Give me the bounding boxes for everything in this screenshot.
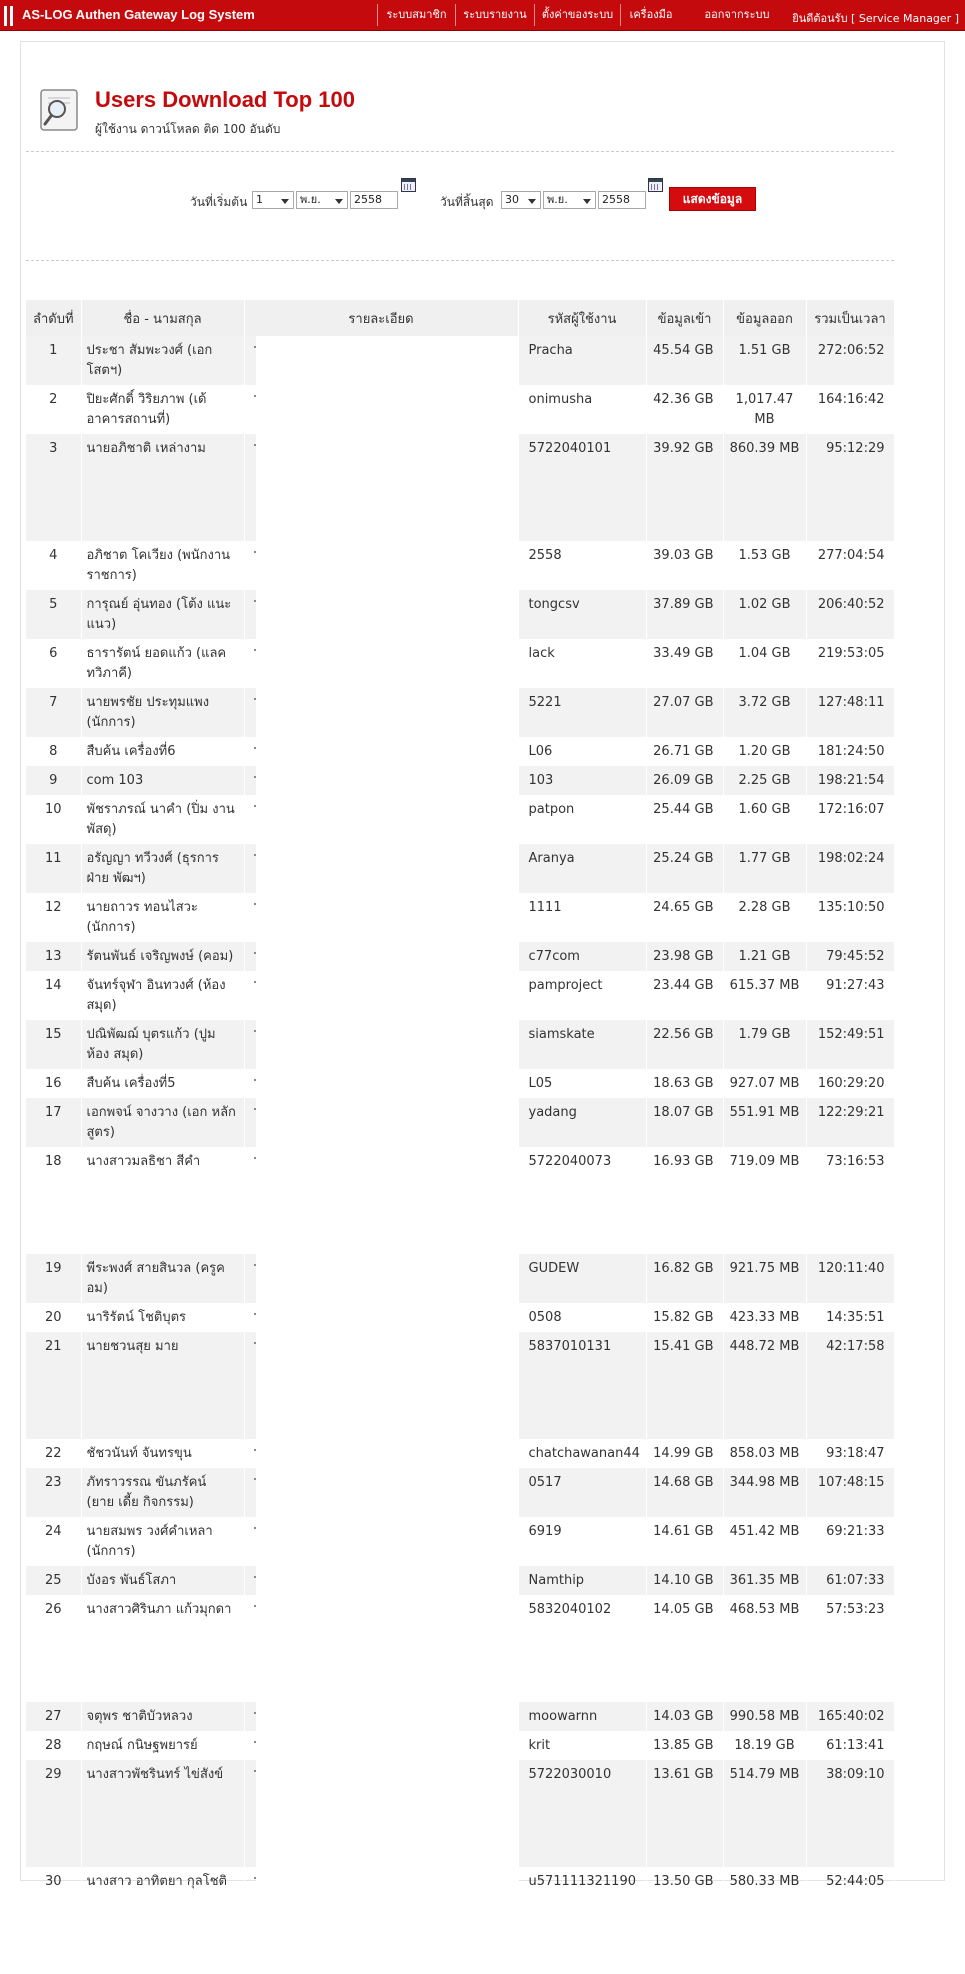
rank-cell: 2 bbox=[26, 385, 81, 434]
chevron-down-icon bbox=[281, 199, 289, 204]
total-time-cell: 73:16:53 bbox=[806, 1147, 894, 1254]
col-header-total-time[interactable]: รวมเป็นเวลา bbox=[806, 300, 894, 336]
total-time-cell: 91:27:43 bbox=[806, 971, 894, 1020]
rank-cell: 6 bbox=[26, 639, 81, 688]
detail-cell bbox=[244, 795, 518, 844]
detail-cell bbox=[244, 1332, 518, 1439]
data-out-cell: 344.98 MB bbox=[723, 1468, 806, 1517]
name-cell: นางสาวศิรินภา แก้วมุกดา bbox=[81, 1595, 244, 1702]
data-out-cell: 1.79 GB bbox=[723, 1020, 806, 1069]
username-cell: L06 bbox=[518, 737, 646, 766]
data-in-cell: 13.85 GB bbox=[646, 1731, 723, 1760]
data-out-cell: 2.28 GB bbox=[723, 893, 806, 942]
total-time-cell: 69:21:33 bbox=[806, 1517, 894, 1566]
data-out-cell: 921.75 MB bbox=[723, 1254, 806, 1303]
username-cell: chatchawanan44 bbox=[518, 1439, 646, 1468]
name-cell: นายอภิชาติ เหล่างาม bbox=[81, 434, 244, 541]
start-date-label: วันที่เริ่มต้น bbox=[190, 195, 248, 209]
rank-cell: 19 bbox=[26, 1254, 81, 1303]
name-cell: ภัทราวรรณ ขันภรัคน์ (ยาย เดี้ย กิจกรรม) bbox=[81, 1468, 244, 1517]
rank-cell: 24 bbox=[26, 1517, 81, 1566]
data-out-cell: 615.37 MB bbox=[723, 971, 806, 1020]
start-year-input[interactable]: 2558 bbox=[350, 191, 398, 209]
end-day-select[interactable]: 30 bbox=[501, 191, 541, 209]
rank-cell: 16 bbox=[26, 1069, 81, 1098]
username-cell: c77com bbox=[518, 942, 646, 971]
username-cell: patpon bbox=[518, 795, 646, 844]
total-time-cell: 165:40:02 bbox=[806, 1702, 894, 1731]
data-out-cell: 468.53 MB bbox=[723, 1595, 806, 1702]
rank-cell: 11 bbox=[26, 844, 81, 893]
name-cell: สืบค้น เครื่องที่6 bbox=[81, 737, 244, 766]
rank-cell: 26 bbox=[26, 1595, 81, 1702]
table-row bbox=[26, 1566, 894, 1595]
divider-top bbox=[26, 151, 894, 152]
divider-bottom bbox=[26, 260, 894, 261]
name-cell: ปณิพัฒฌ์ บุตรแก้ว (ปูม ห้อง สมุด) bbox=[81, 1020, 244, 1069]
username-cell: 5722040073 bbox=[518, 1147, 646, 1254]
username-cell: L05 bbox=[518, 1069, 646, 1098]
data-in-cell: 27.07 GB bbox=[646, 688, 723, 737]
total-time-cell: 52:44:05 bbox=[806, 1867, 894, 1974]
data-out-cell: 927.07 MB bbox=[723, 1069, 806, 1098]
detail-cell bbox=[244, 893, 518, 942]
username-cell: 1111 bbox=[518, 893, 646, 942]
username-cell: pamproject bbox=[518, 971, 646, 1020]
data-out-cell: 18.19 GB bbox=[723, 1731, 806, 1760]
name-cell: ปิยะศักดิ์ วิริยภาพ (เด้ อาคารสถานที่) bbox=[81, 385, 244, 434]
detail-cell bbox=[244, 1069, 518, 1098]
menu-logout[interactable]: ออกจากระบบ bbox=[704, 8, 770, 21]
top-navigation-bar bbox=[0, 0, 965, 31]
col-header-username[interactable]: รหัสผู้ใช้งาน bbox=[518, 300, 646, 336]
username-cell: 5832040102 bbox=[518, 1595, 646, 1702]
col-header-name[interactable]: ชื่อ - นามสกุล bbox=[81, 300, 244, 336]
detail-cell bbox=[244, 1303, 518, 1332]
detail-cell bbox=[244, 1731, 518, 1760]
data-in-cell: 33.49 GB bbox=[646, 639, 723, 688]
name-cell: นางสาวพัชรินทร์ ไข่สังข์ bbox=[81, 1760, 244, 1867]
table-row bbox=[26, 541, 894, 590]
table-row bbox=[26, 1020, 894, 1069]
detail-cell bbox=[244, 688, 518, 737]
data-in-cell: 26.09 GB bbox=[646, 766, 723, 795]
total-time-cell: 57:53:23 bbox=[806, 1595, 894, 1702]
data-out-cell: 580.33 MB bbox=[723, 1867, 806, 1974]
name-cell: นายชวนสุย มาย bbox=[81, 1332, 244, 1439]
table-row bbox=[26, 434, 894, 541]
name-cell: นายพรชัย ประทุมแพง (นักการ) bbox=[81, 688, 244, 737]
username-cell: 6919 bbox=[518, 1517, 646, 1566]
detail-cell bbox=[244, 1439, 518, 1468]
data-out-cell: 860.39 MB bbox=[723, 434, 806, 541]
total-time-cell: 160:29:20 bbox=[806, 1069, 894, 1098]
total-time-cell: 219:53:05 bbox=[806, 639, 894, 688]
data-in-cell: 14.68 GB bbox=[646, 1468, 723, 1517]
username-cell: lack bbox=[518, 639, 646, 688]
data-in-cell: 15.41 GB bbox=[646, 1332, 723, 1439]
data-in-cell: 25.24 GB bbox=[646, 844, 723, 893]
detail-cell bbox=[244, 1517, 518, 1566]
table-row bbox=[26, 893, 894, 942]
data-out-cell: 423.33 MB bbox=[723, 1303, 806, 1332]
rank-cell: 3 bbox=[26, 434, 81, 541]
total-time-cell: 198:21:54 bbox=[806, 766, 894, 795]
name-cell: บังอร พันธ์โสภา bbox=[81, 1566, 244, 1595]
total-time-cell: 181:24:50 bbox=[806, 737, 894, 766]
detail-cell bbox=[244, 639, 518, 688]
menu-reports[interactable]: ระบบรายงาน bbox=[455, 4, 534, 26]
name-cell: กฤษณ์ กนิษฐพยารย์ bbox=[81, 1731, 244, 1760]
name-cell: การุณย์ อุ่นทอง (โต้ง แนะ แนว) bbox=[81, 590, 244, 639]
data-out-cell: 514.79 MB bbox=[723, 1760, 806, 1867]
rank-cell: 10 bbox=[26, 795, 81, 844]
detail-cell bbox=[244, 1468, 518, 1517]
rank-cell: 30 bbox=[26, 1867, 81, 1974]
data-in-cell: 39.03 GB bbox=[646, 541, 723, 590]
total-time-cell: 164:16:42 bbox=[806, 385, 894, 434]
username-cell: onimusha bbox=[518, 385, 646, 434]
data-in-cell: 18.07 GB bbox=[646, 1098, 723, 1147]
table-row bbox=[26, 1098, 894, 1147]
username-cell: Namthip bbox=[518, 1566, 646, 1595]
data-in-cell: 14.05 GB bbox=[646, 1595, 723, 1702]
name-cell: พีระพงศ์ สายสินวล (ครูค อม) bbox=[81, 1254, 244, 1303]
name-cell: อรัญญา ทวีวงศ์ (ธุรการฝ่าย พัฒฯ) bbox=[81, 844, 244, 893]
username-cell: u571111321190 bbox=[518, 1867, 646, 1974]
table-row bbox=[26, 1867, 894, 1974]
data-in-cell: 24.65 GB bbox=[646, 893, 723, 942]
table-row bbox=[26, 590, 894, 639]
table-row bbox=[26, 737, 894, 766]
name-cell: นายถาวร ทอนไสวะ (นักการ) bbox=[81, 893, 244, 942]
data-in-cell: 22.56 GB bbox=[646, 1020, 723, 1069]
chevron-down-icon bbox=[335, 199, 343, 204]
rank-cell: 9 bbox=[26, 766, 81, 795]
start-month-select[interactable]: พ.ย. bbox=[296, 191, 348, 209]
name-cell: นาริรัตน์ โชติบุตร bbox=[81, 1303, 244, 1332]
menu-members[interactable]: ระบบสมาชิก bbox=[377, 4, 455, 26]
data-out-cell: 1.77 GB bbox=[723, 844, 806, 893]
detail-cell bbox=[244, 1147, 518, 1254]
chevron-down-icon bbox=[583, 199, 591, 204]
rank-cell: 27 bbox=[26, 1702, 81, 1731]
table-row bbox=[26, 336, 894, 385]
detail-cell bbox=[244, 541, 518, 590]
data-out-cell: 1.53 GB bbox=[723, 541, 806, 590]
detail-cell bbox=[244, 1702, 518, 1731]
total-time-cell: 14:35:51 bbox=[806, 1303, 894, 1332]
detail-cell bbox=[244, 844, 518, 893]
total-time-cell: 61:13:41 bbox=[806, 1731, 894, 1760]
total-time-cell: 42:17:58 bbox=[806, 1332, 894, 1439]
detail-cell bbox=[244, 1595, 518, 1702]
data-out-cell: 1.02 GB bbox=[723, 590, 806, 639]
data-in-cell: 14.99 GB bbox=[646, 1439, 723, 1468]
table-row bbox=[26, 1069, 894, 1098]
name-cell: ประชา สัมพะวงศ์ (เอก โสตฯ) bbox=[81, 336, 244, 385]
rank-cell: 20 bbox=[26, 1303, 81, 1332]
detail-cell bbox=[244, 590, 518, 639]
name-cell: นางสาว อาทิตยา กุลโชติ bbox=[81, 1867, 244, 1974]
rank-cell: 17 bbox=[26, 1098, 81, 1147]
detail-cell bbox=[244, 434, 518, 541]
total-time-cell: 122:29:21 bbox=[806, 1098, 894, 1147]
name-cell: อภิชาต โคเวียง (พนักงาน ราชการ) bbox=[81, 541, 244, 590]
data-in-cell: 13.50 GB bbox=[646, 1867, 723, 1974]
show-data-button[interactable]: แสดงข้อมูล bbox=[669, 187, 756, 211]
table-row bbox=[26, 1254, 894, 1303]
rank-cell: 15 bbox=[26, 1020, 81, 1069]
data-in-cell: 37.89 GB bbox=[646, 590, 723, 639]
detail-cell bbox=[244, 737, 518, 766]
detail-cell bbox=[244, 1566, 518, 1595]
username-cell: 0508 bbox=[518, 1303, 646, 1332]
data-out-cell: 1.51 GB bbox=[723, 336, 806, 385]
rank-cell: 12 bbox=[26, 893, 81, 942]
username-cell: 0517 bbox=[518, 1468, 646, 1517]
name-cell: รัตนพันธ์ เจริญพงษ์ (คอม) bbox=[81, 942, 244, 971]
username-cell: tongcsv bbox=[518, 590, 646, 639]
detail-cell bbox=[244, 766, 518, 795]
app-title: AS-LOG Authen Gateway Log System bbox=[22, 7, 255, 22]
table-row bbox=[26, 942, 894, 971]
rank-cell: 22 bbox=[26, 1439, 81, 1468]
name-cell: ชัชวนันท์ จันทรขุน bbox=[81, 1439, 244, 1468]
data-in-cell: 42.36 GB bbox=[646, 385, 723, 434]
table-row bbox=[26, 1147, 894, 1254]
username-cell: moowarnn bbox=[518, 1702, 646, 1731]
data-out-cell: 2.25 GB bbox=[723, 766, 806, 795]
end-month-select[interactable]: พ.ย. bbox=[543, 191, 596, 209]
data-in-cell: 39.92 GB bbox=[646, 434, 723, 541]
data-in-cell: 16.93 GB bbox=[646, 1147, 723, 1254]
detail-cell bbox=[244, 1020, 518, 1069]
detail-cell bbox=[244, 971, 518, 1020]
username-cell: Pracha bbox=[518, 336, 646, 385]
rank-cell: 23 bbox=[26, 1468, 81, 1517]
name-cell: จันทร์จุฬา อินทวงศ์ (ห้อง สมุด) bbox=[81, 971, 244, 1020]
total-time-cell: 127:48:11 bbox=[806, 688, 894, 737]
table-row bbox=[26, 1702, 894, 1731]
chevron-down-icon bbox=[528, 199, 536, 204]
data-in-cell: 13.61 GB bbox=[646, 1760, 723, 1867]
table-row bbox=[26, 844, 894, 893]
rank-cell: 18 bbox=[26, 1147, 81, 1254]
total-time-cell: 95:12:29 bbox=[806, 434, 894, 541]
name-cell: นายสมพร วงศ์คำเหลา (นักการ) bbox=[81, 1517, 244, 1566]
total-time-cell: 206:40:52 bbox=[806, 590, 894, 639]
page-subtitle: ผู้ใช้งาน ดาวน์โหลด ติด 100 อันดับ bbox=[95, 122, 281, 136]
username-cell: 5722040101 bbox=[518, 434, 646, 541]
name-cell: สืบค้น เครื่องที่5 bbox=[81, 1069, 244, 1098]
data-out-cell: 448.72 MB bbox=[723, 1332, 806, 1439]
detail-cell bbox=[244, 385, 518, 434]
username-cell: 5722030010 bbox=[518, 1760, 646, 1867]
date-filter-form bbox=[0, 188, 965, 218]
calendar-icon[interactable] bbox=[401, 178, 416, 192]
data-in-cell: 14.03 GB bbox=[646, 1702, 723, 1731]
end-date-label: วันที่สิ้นสุด bbox=[440, 195, 494, 209]
detail-cell bbox=[244, 336, 518, 385]
table-row bbox=[26, 385, 894, 434]
data-out-cell: 1.21 GB bbox=[723, 942, 806, 971]
rank-cell: 28 bbox=[26, 1731, 81, 1760]
name-cell: เอกพจน์ จางวาง (เอก หลัก สูตร) bbox=[81, 1098, 244, 1147]
data-in-cell: 14.61 GB bbox=[646, 1517, 723, 1566]
rank-cell: 14 bbox=[26, 971, 81, 1020]
page-title: Users Download Top 100 bbox=[95, 87, 355, 112]
total-time-cell: 61:07:33 bbox=[806, 1566, 894, 1595]
name-cell: จตุพร ชาติบัวหลวง bbox=[81, 1702, 244, 1731]
data-out-cell: 858.03 MB bbox=[723, 1439, 806, 1468]
table-row bbox=[26, 1303, 894, 1332]
data-out-cell: 990.58 MB bbox=[723, 1702, 806, 1731]
total-time-cell: 272:06:52 bbox=[806, 336, 894, 385]
username-cell: yadang bbox=[518, 1098, 646, 1147]
rank-cell: 25 bbox=[26, 1566, 81, 1595]
data-out-cell: 551.91 MB bbox=[723, 1098, 806, 1147]
name-cell: ธารารัตน์ ยอดแก้ว (แลค ทวิภาคี) bbox=[81, 639, 244, 688]
total-time-cell: 38:09:10 bbox=[806, 1760, 894, 1867]
data-in-cell: 45.54 GB bbox=[646, 336, 723, 385]
username-cell: krit bbox=[518, 1731, 646, 1760]
total-time-cell: 120:11:40 bbox=[806, 1254, 894, 1303]
username-cell: 5221 bbox=[518, 688, 646, 737]
brand-stripes-icon bbox=[4, 6, 18, 26]
table-row bbox=[26, 1595, 894, 1702]
data-in-cell: 15.82 GB bbox=[646, 1303, 723, 1332]
username-cell: GUDEW bbox=[518, 1254, 646, 1303]
table-row bbox=[26, 795, 894, 844]
total-time-cell: 79:45:52 bbox=[806, 942, 894, 971]
menu-settings[interactable]: ตั้งค่าของระบบ bbox=[534, 4, 620, 26]
calendar-icon[interactable] bbox=[648, 178, 663, 192]
data-in-cell: 26.71 GB bbox=[646, 737, 723, 766]
rank-cell: 7 bbox=[26, 688, 81, 737]
col-header-detail[interactable]: รายละเอียด bbox=[244, 300, 518, 336]
rank-cell: 21 bbox=[26, 1332, 81, 1439]
detail-cell bbox=[244, 1867, 518, 1974]
username-cell: siamskate bbox=[518, 1020, 646, 1069]
username-cell: 103 bbox=[518, 766, 646, 795]
rank-cell: 5 bbox=[26, 590, 81, 639]
data-out-cell: 1.60 GB bbox=[723, 795, 806, 844]
table-row bbox=[26, 1468, 894, 1517]
name-cell: com 103 bbox=[81, 766, 244, 795]
data-in-cell: 16.82 GB bbox=[646, 1254, 723, 1303]
col-header-rank[interactable]: ลำดับที่ bbox=[26, 300, 81, 336]
name-cell: พัชราภรณ์ นาคำ (ปิ่ม งาน พัสดุ) bbox=[81, 795, 244, 844]
total-time-cell: 198:02:24 bbox=[806, 844, 894, 893]
username-cell: Aranya bbox=[518, 844, 646, 893]
rank-cell: 8 bbox=[26, 737, 81, 766]
col-header-data-out[interactable]: ข้อมูลออก bbox=[723, 300, 806, 336]
welcome-text: ยินดีต้อนรับ [ Service Manager ] bbox=[792, 12, 959, 25]
download-ranking-table bbox=[26, 300, 895, 1974]
data-out-cell: 1.04 GB bbox=[723, 639, 806, 688]
table-row bbox=[26, 688, 894, 737]
table-row bbox=[26, 1760, 894, 1867]
table-row bbox=[26, 1439, 894, 1468]
table-row bbox=[26, 1731, 894, 1760]
total-time-cell: 107:48:15 bbox=[806, 1468, 894, 1517]
table-row bbox=[26, 1332, 894, 1439]
data-in-cell: 25.44 GB bbox=[646, 795, 723, 844]
username-cell: 5837010131 bbox=[518, 1332, 646, 1439]
username-cell: 2558 bbox=[518, 541, 646, 590]
total-time-cell: 135:10:50 bbox=[806, 893, 894, 942]
search-report-icon bbox=[38, 88, 82, 132]
table-row bbox=[26, 766, 894, 795]
data-in-cell: 18.63 GB bbox=[646, 1069, 723, 1098]
data-out-cell: 1.20 GB bbox=[723, 737, 806, 766]
start-day-select[interactable]: 1 bbox=[252, 191, 294, 209]
table-header-row bbox=[26, 300, 894, 336]
data-out-cell: 361.35 MB bbox=[723, 1566, 806, 1595]
rank-cell: 29 bbox=[26, 1760, 81, 1867]
detail-cell bbox=[244, 942, 518, 971]
menu-tools[interactable]: เครื่องมือ bbox=[620, 4, 681, 26]
total-time-cell: 152:49:51 bbox=[806, 1020, 894, 1069]
data-out-cell: 719.09 MB bbox=[723, 1147, 806, 1254]
data-out-cell: 3.72 GB bbox=[723, 688, 806, 737]
name-cell: นางสาวมลธิชา สีคำ bbox=[81, 1147, 244, 1254]
table-row bbox=[26, 639, 894, 688]
end-year-input[interactable]: 2558 bbox=[598, 191, 646, 209]
total-time-cell: 172:16:07 bbox=[806, 795, 894, 844]
table-row bbox=[26, 971, 894, 1020]
rank-cell: 1 bbox=[26, 336, 81, 385]
data-out-cell: 1,017.47 MB bbox=[723, 385, 806, 434]
data-out-cell: 451.42 MB bbox=[723, 1517, 806, 1566]
detail-cell bbox=[244, 1098, 518, 1147]
data-in-cell: 14.10 GB bbox=[646, 1566, 723, 1595]
data-in-cell: 23.44 GB bbox=[646, 971, 723, 1020]
detail-cell bbox=[244, 1760, 518, 1867]
data-in-cell: 23.98 GB bbox=[646, 942, 723, 971]
total-time-cell: 93:18:47 bbox=[806, 1439, 894, 1468]
col-header-data-in[interactable]: ข้อมูลเข้า bbox=[646, 300, 723, 336]
table-row bbox=[26, 1517, 894, 1566]
rank-cell: 4 bbox=[26, 541, 81, 590]
detail-cell bbox=[244, 1254, 518, 1303]
rank-cell: 13 bbox=[26, 942, 81, 971]
total-time-cell: 277:04:54 bbox=[806, 541, 894, 590]
